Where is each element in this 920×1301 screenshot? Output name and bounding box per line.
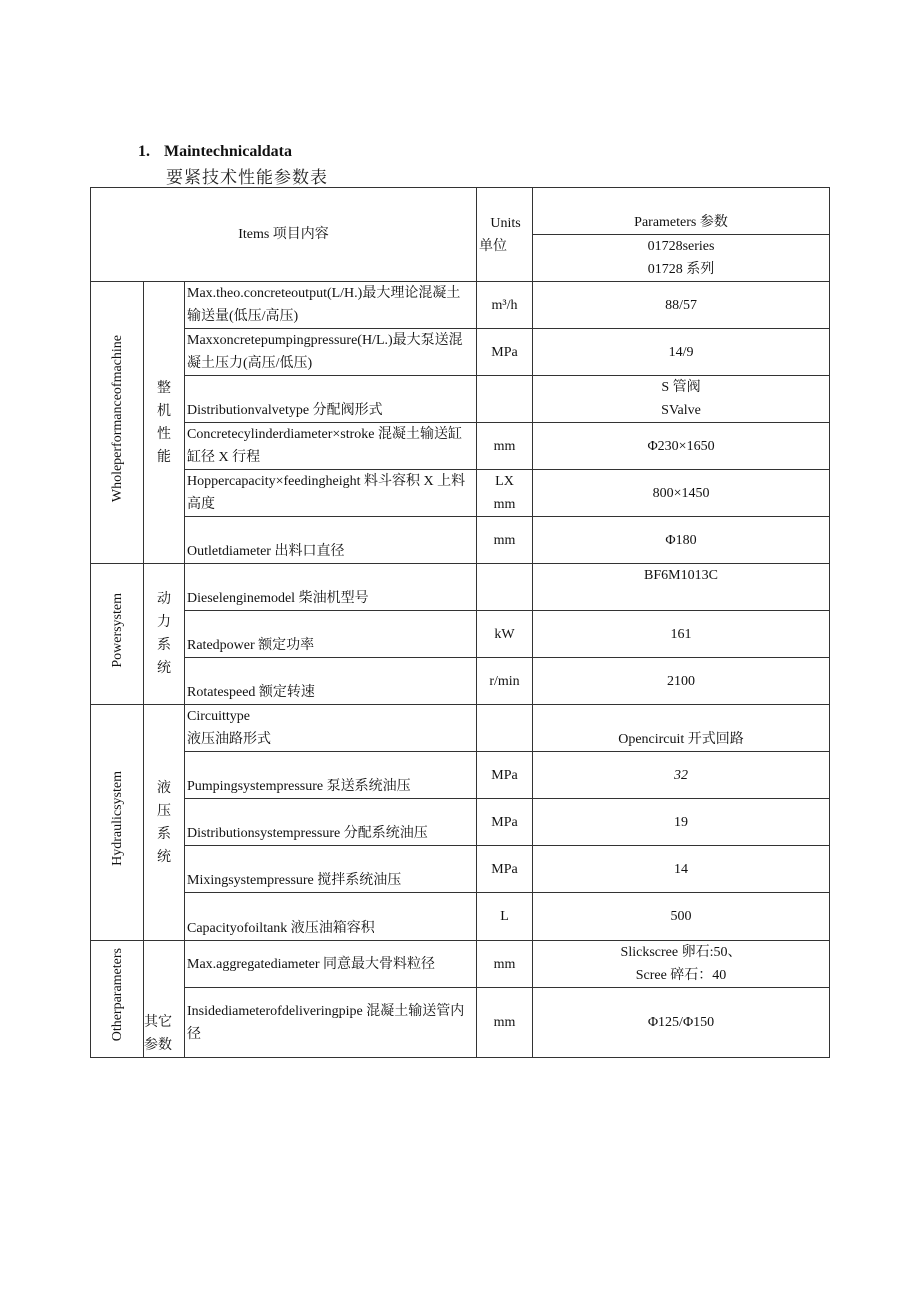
unit-cell: kW (477, 611, 533, 658)
item-cell: Capacityofoiltank 液压油箱容积 (185, 893, 477, 941)
param-cell: 14 (533, 846, 830, 893)
unit-cell (477, 705, 533, 752)
param-cell: 14/9 (533, 329, 830, 376)
unit-cell: r/min (477, 658, 533, 705)
param-cell: 88/57 (533, 282, 830, 329)
series-cn: 01728 系列 (647, 262, 715, 277)
param-line: Slickscree 卵石:50、 (620, 945, 742, 960)
table-header-row (91, 188, 830, 235)
param-cell: 161 (533, 611, 830, 658)
unit-cell: MPa (477, 329, 533, 376)
table-row (91, 752, 830, 799)
unit-cell: MPa (477, 799, 533, 846)
group-label-power-system: Powersystem (91, 564, 144, 705)
item-cell: Ratedpower 额定功率 (185, 611, 477, 658)
param-cell: 800×1450 (533, 470, 830, 517)
table-row (91, 611, 830, 658)
item-cell: Mixingsystempressure 搅拌系统油压 (185, 846, 477, 893)
item-cell: Dieselenginemodel 柴油机型号 (185, 564, 477, 611)
items-header: Items 项目内容 (91, 188, 477, 282)
table-row (91, 705, 830, 752)
unit-cell: MPa (477, 846, 533, 893)
param-line: SValve (661, 403, 701, 418)
group-cn-hydraulic-system: 液压系统 (144, 705, 185, 941)
unit-line: LX (495, 474, 514, 489)
param-line: Scree 碎石：40 (635, 968, 727, 983)
units-header-cn: 单位 (479, 238, 508, 254)
table-row (91, 799, 830, 846)
group-label-other-parameters: Otherparameters (91, 941, 144, 1058)
item-cell: Outletdiameter 出料口直径 (185, 517, 477, 564)
item-cell: Rotatespeed 额定转速 (185, 658, 477, 705)
table-row (91, 470, 830, 517)
parameters-header: Parameters 参数 (533, 188, 830, 235)
table-subtitle: 要紧技术性能参数表 (166, 168, 328, 187)
param-cell (533, 941, 830, 988)
item-cell: Insidediameterofdeliveringpipe 混凝土输送管内径 (185, 988, 477, 1058)
param-cell: BF6M1013C (533, 564, 830, 611)
table-row (91, 846, 830, 893)
item-cell: Concretecylinderdiameter×stroke 混凝土输送缸缸径 X 行程 (185, 423, 477, 470)
table-row (91, 282, 830, 329)
table-row (91, 941, 830, 988)
unit-cell: mm (477, 941, 533, 988)
series-header (533, 235, 830, 282)
table-row (91, 658, 830, 705)
item-cell: Pumpingsystempressure 泵送系统油压 (185, 752, 477, 799)
param-cell: 32 (533, 752, 830, 799)
item-cell (185, 705, 477, 752)
table-row (91, 517, 830, 564)
item-cell: Max.theo.concreteoutput(L/H.)最大理论混凝土输送量(低压/高压) (185, 282, 477, 329)
unit-cell: m³/h (477, 282, 533, 329)
unit-cell (477, 376, 533, 423)
item-cell: Max.aggregatediameter 同意最大骨料粒径 (185, 941, 477, 988)
unit-line: mm (493, 497, 516, 512)
param-cell: 2100 (533, 658, 830, 705)
param-cell: Φ125/Φ150 (533, 988, 830, 1058)
item-cell: Distributionvalvetype 分配阀形式 (185, 376, 477, 423)
item-line: Circuittype (187, 709, 250, 724)
group-label-whole-performance: Wholeperformanceofmachine (91, 282, 144, 564)
units-header-en: Units (490, 215, 521, 231)
section-number: 1. (138, 143, 150, 160)
series-en: 01728series (647, 239, 715, 254)
param-cell: Opencircuit 开式回路 (533, 705, 830, 752)
section-heading (138, 143, 292, 161)
group-cn-power-system: 动力系统 (144, 564, 185, 705)
unit-cell: L (477, 893, 533, 941)
unit-cell: mm (477, 517, 533, 564)
table-row (91, 893, 830, 941)
unit-cell (477, 564, 533, 611)
param-line: S 管阀 (661, 380, 701, 395)
technical-data-table (90, 187, 830, 1058)
section-title: Maintechnicaldata (164, 143, 292, 160)
item-cell: Distributionsystempressure 分配系统油压 (185, 799, 477, 846)
param-cell: Φ180 (533, 517, 830, 564)
item-cell: Hoppercapacity×feedingheight 料斗容积 X 上料高度 (185, 470, 477, 517)
table-row (91, 564, 830, 611)
param-cell: Φ230×1650 (533, 423, 830, 470)
unit-cell (477, 470, 533, 517)
param-cell: 500 (533, 893, 830, 941)
group-cn-other-parameters: 其它参数 (144, 941, 185, 1058)
item-cell: Maxxoncretepumpingpressure(H/L.)最大泵送混凝土压力(高压/低压) (185, 329, 477, 376)
group-label-hydraulic-system: Hydraulicsystem (91, 705, 144, 941)
table-row (91, 329, 830, 376)
unit-cell: mm (477, 423, 533, 470)
unit-cell: mm (477, 988, 533, 1058)
table-row (91, 376, 830, 423)
units-header (477, 188, 533, 282)
table-row (91, 988, 830, 1058)
table-row (91, 423, 830, 470)
param-cell (533, 376, 830, 423)
group-cn-whole-performance: 整机性能 (144, 282, 185, 564)
param-cell: 19 (533, 799, 830, 846)
unit-cell: MPa (477, 752, 533, 799)
item-line: 液压油路形式 (187, 732, 271, 747)
